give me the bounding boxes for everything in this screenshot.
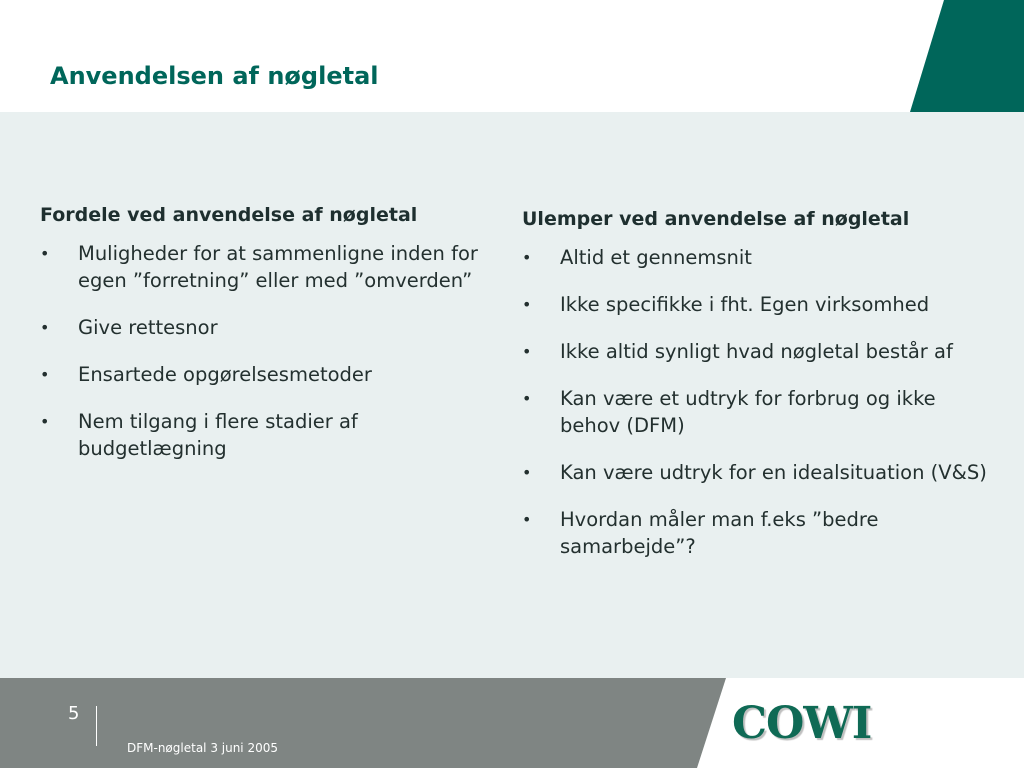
slide-title: Anvendelsen af nøgletal	[50, 62, 379, 90]
list-item: • Ikke specifikke i fht. Egen virksomhed	[522, 293, 930, 316]
list-item: • Kan være et udtryk for forbrug og ikke behov (DFM)	[522, 387, 936, 437]
advantages-heading: Fordele ved anvendelse af nøgletal	[40, 204, 418, 226]
footer-divider	[96, 706, 97, 746]
list-item: • Kan være udtryk for en idealsituation (V&S)	[522, 461, 987, 484]
bullet-icon: •	[40, 318, 50, 337]
list-item: • Muligheder for at sammenligne inden for egen ”forretning” eller med ”omverden”	[40, 242, 478, 292]
bullet-icon: •	[40, 412, 50, 431]
bullet-icon: •	[40, 365, 50, 384]
list-item: • Nem tilgang i flere stadier af budgetlægning	[40, 410, 358, 460]
list-item: • Altid et gennemsnit	[522, 246, 752, 269]
bullet-icon: •	[522, 342, 532, 361]
list-item: • Hvordan måler man f.eks ”bedre samarbejde”?	[522, 508, 879, 558]
list-item: • Ikke altid synligt hvad nøgletal består af	[522, 340, 953, 363]
bullet-icon: •	[522, 463, 532, 482]
disadvantages-list	[522, 244, 992, 560]
bullet-icon: •	[522, 248, 532, 267]
bullet-icon: •	[522, 510, 532, 529]
corner-decoration	[0, 0, 1024, 118]
advantages-column	[40, 204, 500, 482]
bullet-icon: •	[522, 389, 532, 408]
bullet-icon: •	[40, 244, 50, 263]
list-item: • Give rettesnor	[40, 316, 218, 339]
cowi-logo: COWI	[732, 698, 872, 749]
page-number: 5	[68, 703, 80, 724]
list-item: • Ensartede opgørelsesmetoder	[40, 363, 372, 386]
disadvantages-column	[522, 208, 992, 580]
bullet-icon: •	[522, 295, 532, 314]
footer-text: DFM-nøgletal 3 juni 2005	[127, 741, 278, 755]
advantages-list	[40, 240, 500, 462]
disadvantages-heading: Ulemper ved anvendelse af nøgletal	[522, 208, 910, 230]
content-panel	[0, 112, 1024, 680]
